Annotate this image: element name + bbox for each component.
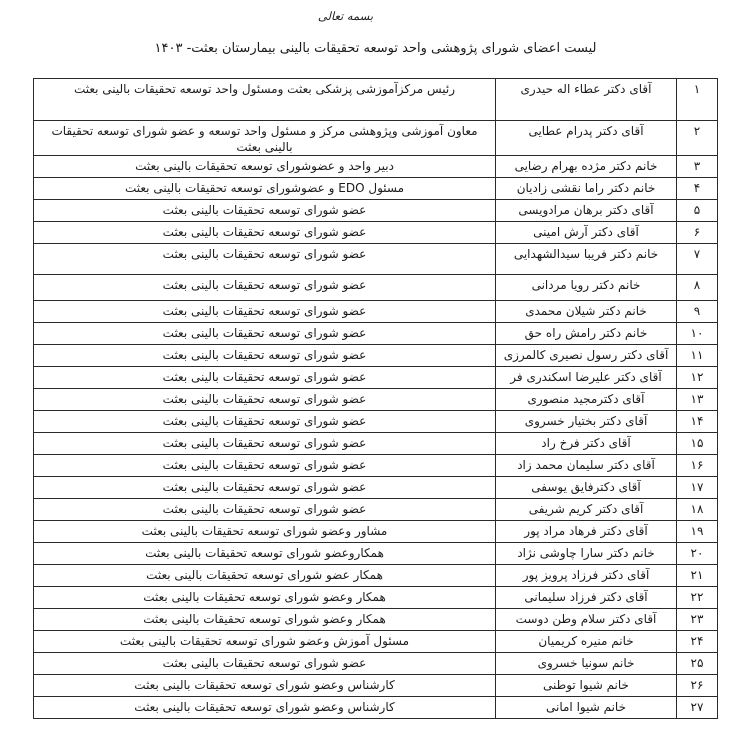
member-role-cell: کارشناس وعضو شورای توسعه تحقیقات بالینی بعثت	[34, 697, 496, 719]
bismillah-text: بسمه تعالی	[317, 9, 374, 23]
member-role-cell: عضو شورای توسعه تحقیقات بالینی بعثت	[34, 345, 496, 367]
members-table-body	[34, 79, 718, 719]
member-role-cell: مسئول EDO و عضوشورای توسعه تحقیقات بالینی بعثت	[34, 178, 496, 200]
row-number-cell: ۱۸	[677, 499, 718, 521]
member-role-cell: عضو شورای توسعه تحقیقات بالینی بعثت	[34, 653, 496, 675]
member-name-cell: آقای دکتر فرهاد مراد پور	[496, 521, 677, 543]
member-name-cell: خانم دکتر راما نقشی زادیان	[496, 178, 677, 200]
member-name-cell: آقای دکتر سلیمان محمد زاد	[496, 455, 677, 477]
table-row	[34, 222, 718, 244]
member-name-cell: آقای دکتر پدرام عطایی	[496, 121, 677, 156]
table-row	[34, 587, 718, 609]
row-number-cell: ۲	[677, 121, 718, 156]
row-number-cell: ۱۱	[677, 345, 718, 367]
table-row	[34, 543, 718, 565]
member-role-cell: عضو شورای توسعه تحقیقات بالینی بعثت	[34, 477, 496, 499]
table-row	[34, 499, 718, 521]
table-row	[34, 675, 718, 697]
member-name-cell: خانم دکتر مژده بهرام رضایی	[496, 156, 677, 178]
member-role-cell: همکار عضو شورای توسعه تحقیقات بالینی بعثت	[34, 565, 496, 587]
table-row	[34, 455, 718, 477]
member-role-cell: عضو شورای توسعه تحقیقات بالینی بعثت	[34, 411, 496, 433]
member-role-cell: عضو شورای توسعه تحقیقات بالینی بعثت	[34, 244, 496, 275]
row-number-cell: ۱۰	[677, 323, 718, 345]
row-number-cell: ۱۳	[677, 389, 718, 411]
member-role-cell: عضو شورای توسعه تحقیقات بالینی بعثت	[34, 367, 496, 389]
member-role-cell: عضو شورای توسعه تحقیقات بالینی بعثت	[34, 389, 496, 411]
member-role-cell: عضو شورای توسعه تحقیقات بالینی بعثت	[34, 433, 496, 455]
member-name-cell: خانم شیوا امانی	[496, 697, 677, 719]
row-number-cell: ۴	[677, 178, 718, 200]
member-name-cell: خانم منیره کریمیان	[496, 631, 677, 653]
member-name-cell: آقای دکتر رسول نصیری کالمرزی	[496, 345, 677, 367]
member-name-cell: آقای دکتر علیرضا اسکندری فر	[496, 367, 677, 389]
row-number-cell: ۱۵	[677, 433, 718, 455]
member-role-cell: همکار وعضو شورای توسعه تحقیقات بالینی بعثت	[34, 609, 496, 631]
table-row	[34, 433, 718, 455]
row-number-cell: ۱۲	[677, 367, 718, 389]
members-table	[33, 78, 718, 719]
member-role-cell: عضو شورای توسعه تحقیقات بالینی بعثت	[34, 455, 496, 477]
table-row	[34, 565, 718, 587]
table-row	[34, 521, 718, 543]
member-role-cell: عضو شورای توسعه تحقیقات بالینی بعثت	[34, 499, 496, 521]
row-number-cell: ۲۶	[677, 675, 718, 697]
page-title: لیست اعضای شورای پژوهشی واحد توسعه تحقیقات بالینی بیمارستان بعثت- ۱۴۰۳	[154, 41, 597, 56]
member-name-cell: آقای دکتر بختیار خسروی	[496, 411, 677, 433]
table-row	[34, 275, 718, 301]
member-name-cell: آقای دکترمجید منصوری	[496, 389, 677, 411]
member-role-cell: عضو شورای توسعه تحقیقات بالینی بعثت	[34, 200, 496, 222]
member-role-cell: مسئول آموزش وعضو شورای توسعه تحقیقات بالینی بعثت	[34, 631, 496, 653]
row-number-cell: ۲۴	[677, 631, 718, 653]
member-role-cell: عضو شورای توسعه تحقیقات بالینی بعثت	[34, 275, 496, 301]
row-number-cell: ۲۱	[677, 565, 718, 587]
row-number-cell: ۲۵	[677, 653, 718, 675]
member-name-cell: خانم دکتر رویا مردانی	[496, 275, 677, 301]
table-row	[34, 323, 718, 345]
row-number-cell: ۱۷	[677, 477, 718, 499]
table-row	[34, 244, 718, 275]
table-row	[34, 367, 718, 389]
member-role-cell: همکار وعضو شورای توسعه تحقیقات بالینی بعثت	[34, 587, 496, 609]
member-role-cell: عضو شورای توسعه تحقیقات بالینی بعثت	[34, 323, 496, 345]
member-name-cell: خانم دکتر سارا چاوشی نژاد	[496, 543, 677, 565]
member-name-cell: آقای دکتر برهان مرادویسی	[496, 200, 677, 222]
member-name-cell: خانم دکتر شیلان محمدی	[496, 301, 677, 323]
member-name-cell: آقای دکتر فرزاد سلیمانی	[496, 587, 677, 609]
table-row	[34, 477, 718, 499]
row-number-cell: ۹	[677, 301, 718, 323]
table-row	[34, 609, 718, 631]
row-number-cell: ۸	[677, 275, 718, 301]
member-name-cell: آقای دکتر عطاء اله حیدری	[496, 79, 677, 121]
table-row	[34, 200, 718, 222]
row-number-cell: ۲۷	[677, 697, 718, 719]
member-role-cell: دبیر واحد و عضوشورای توسعه تحقیقات بالینی بعثت	[34, 156, 496, 178]
table-row	[34, 79, 718, 121]
member-role-cell: مشاور وعضو شورای توسعه تحقیقات بالینی بعثت	[34, 521, 496, 543]
table-row	[34, 301, 718, 323]
row-number-cell: ۲۰	[677, 543, 718, 565]
member-name-cell: آقای دکتر کریم شریفی	[496, 499, 677, 521]
member-role-cell: عضو شورای توسعه تحقیقات بالینی بعثت	[34, 301, 496, 323]
row-number-cell: ۲۳	[677, 609, 718, 631]
table-row	[34, 121, 718, 156]
member-role-cell: معاون آموزشی وپژوهشی مرکز و مسئول واحد توسعه و عضو شورای توسعه تحقیقات بالینی بعثت	[34, 121, 496, 156]
row-number-cell: ۷	[677, 244, 718, 275]
table-row	[34, 697, 718, 719]
row-number-cell: ۳	[677, 156, 718, 178]
member-name-cell: خانم سونیا خسروی	[496, 653, 677, 675]
member-role-cell: عضو شورای توسعه تحقیقات بالینی بعثت	[34, 222, 496, 244]
member-name-cell: آقای دکتر آرش امینی	[496, 222, 677, 244]
member-role-cell: کارشناس وعضو شورای توسعه تحقیقات بالینی بعثت	[34, 675, 496, 697]
row-number-cell: ۱۴	[677, 411, 718, 433]
row-number-cell: ۵	[677, 200, 718, 222]
table-row	[34, 389, 718, 411]
table-row	[34, 411, 718, 433]
table-row	[34, 345, 718, 367]
member-name-cell: آقای دکتر فرزاد پرویز پور	[496, 565, 677, 587]
member-name-cell: آقای دکترفایق یوسفی	[496, 477, 677, 499]
row-number-cell: ۱۶	[677, 455, 718, 477]
table-row	[34, 631, 718, 653]
row-number-cell: ۶	[677, 222, 718, 244]
member-name-cell: آقای دکتر فرخ راد	[496, 433, 677, 455]
member-name-cell: خانم دکتر فریبا سیدالشهدایی	[496, 244, 677, 275]
member-name-cell: خانم دکتر رامش راه حق	[496, 323, 677, 345]
table-row	[34, 178, 718, 200]
member-name-cell: خانم شیوا توطنی	[496, 675, 677, 697]
member-name-cell: آقای دکتر سلام وطن دوست	[496, 609, 677, 631]
member-role-cell: رئیس مرکزآموزشی پزشکی بعثت ومسئول واحد توسعه تحقیقات بالینی بعثت	[34, 79, 496, 121]
table-row	[34, 653, 718, 675]
table-row	[34, 156, 718, 178]
row-number-cell: ۱۹	[677, 521, 718, 543]
member-role-cell: همکاروعضو شورای توسعه تحقیقات بالینی بعثت	[34, 543, 496, 565]
row-number-cell: ۱	[677, 79, 718, 121]
row-number-cell: ۲۲	[677, 587, 718, 609]
